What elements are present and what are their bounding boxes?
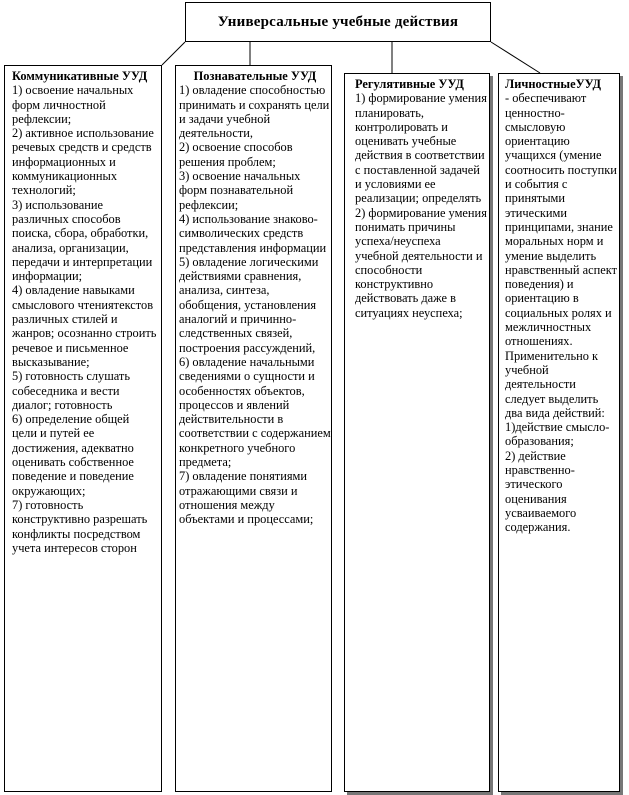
diagram-title: Универсальные учебные действия	[217, 13, 459, 30]
column-text: 1) освоение начальных форм личностной рефлексии; 2) активное использование речевых средств и средств информационных и коммуникационных технологий; 3) использование различных способов поиска, сбора, обработки, анализа, организации, передачи и интерпретации информации; 4) овладение навыками смыслового чтениятекстов различных стилей и жанров; осознанно строить речевое и письменное высказывание; 5) готовность слушать собеседника и вести диалог; готовность 6) определение общей цели и путей ее достижения, адекватно оценивать собственное поведение и поведение окружающих; 7) готовность конструктивно разрешать конфликты посредством учета интересов сторон	[12, 83, 157, 555]
regulatory-column	[344, 73, 490, 792]
column-heading: Коммуникативные УУД	[12, 69, 148, 83]
column-text: 1) формирование умения планировать, контролировать и оценивать учебные действия в соответствии с поставленной задачей и условиями ее реализации; определять 2) формирование умения понимать причины успеха/неуспеха учебной деятельности и способности конструктивно действовать даже в ситуациях неуспеха;	[355, 91, 487, 320]
connector-line-4	[491, 42, 540, 73]
cognitive-column	[175, 65, 332, 792]
communicative-column	[4, 65, 162, 792]
title-box	[185, 2, 491, 42]
column-heading: ЛичностныеУУД	[505, 77, 602, 91]
column-text: - обеспечивают ценностно-смысловую ориентацию учащихся (умение соотносить поступки и события с принятыми этическими принципами, знание моральных норм и умение выделить нравственный аспект поведения) и ориентацию в социальных ролях и межличностных отношениях. Применительно к учебной деятельности следует выделить два вида действий: 1)действие смысло-образования; 2) действие нравственно-этического оценивания усваиваемого содержания.	[505, 91, 618, 535]
column-text: 1) овладение способностью принимать и сохранять цели и задачи учебной деятельности, 2) освоение способов решения проблем; 3) освоение начальных форм познавательной рефлексии; 4) использование знаково-символических средств представления информации 5) овладение логическими действиями сравнения, анализа, синтеза, обобщения, установления аналогий и причинно-следственных связей, построения рассуждений, 6) овладение начальными сведениями о сущности и особенностях объектов, процессов и явлений действительности в соответствии с содержанием конкретного учебного предмета; 7) овладение понятиями отражающими связи и отношения между объектами и процессами;	[179, 83, 331, 527]
column-heading: Познавательные УУД	[193, 69, 317, 83]
column-heading: Регулятивные УУД	[355, 77, 464, 91]
connector-line-1	[162, 42, 185, 65]
personal-column	[498, 73, 620, 792]
